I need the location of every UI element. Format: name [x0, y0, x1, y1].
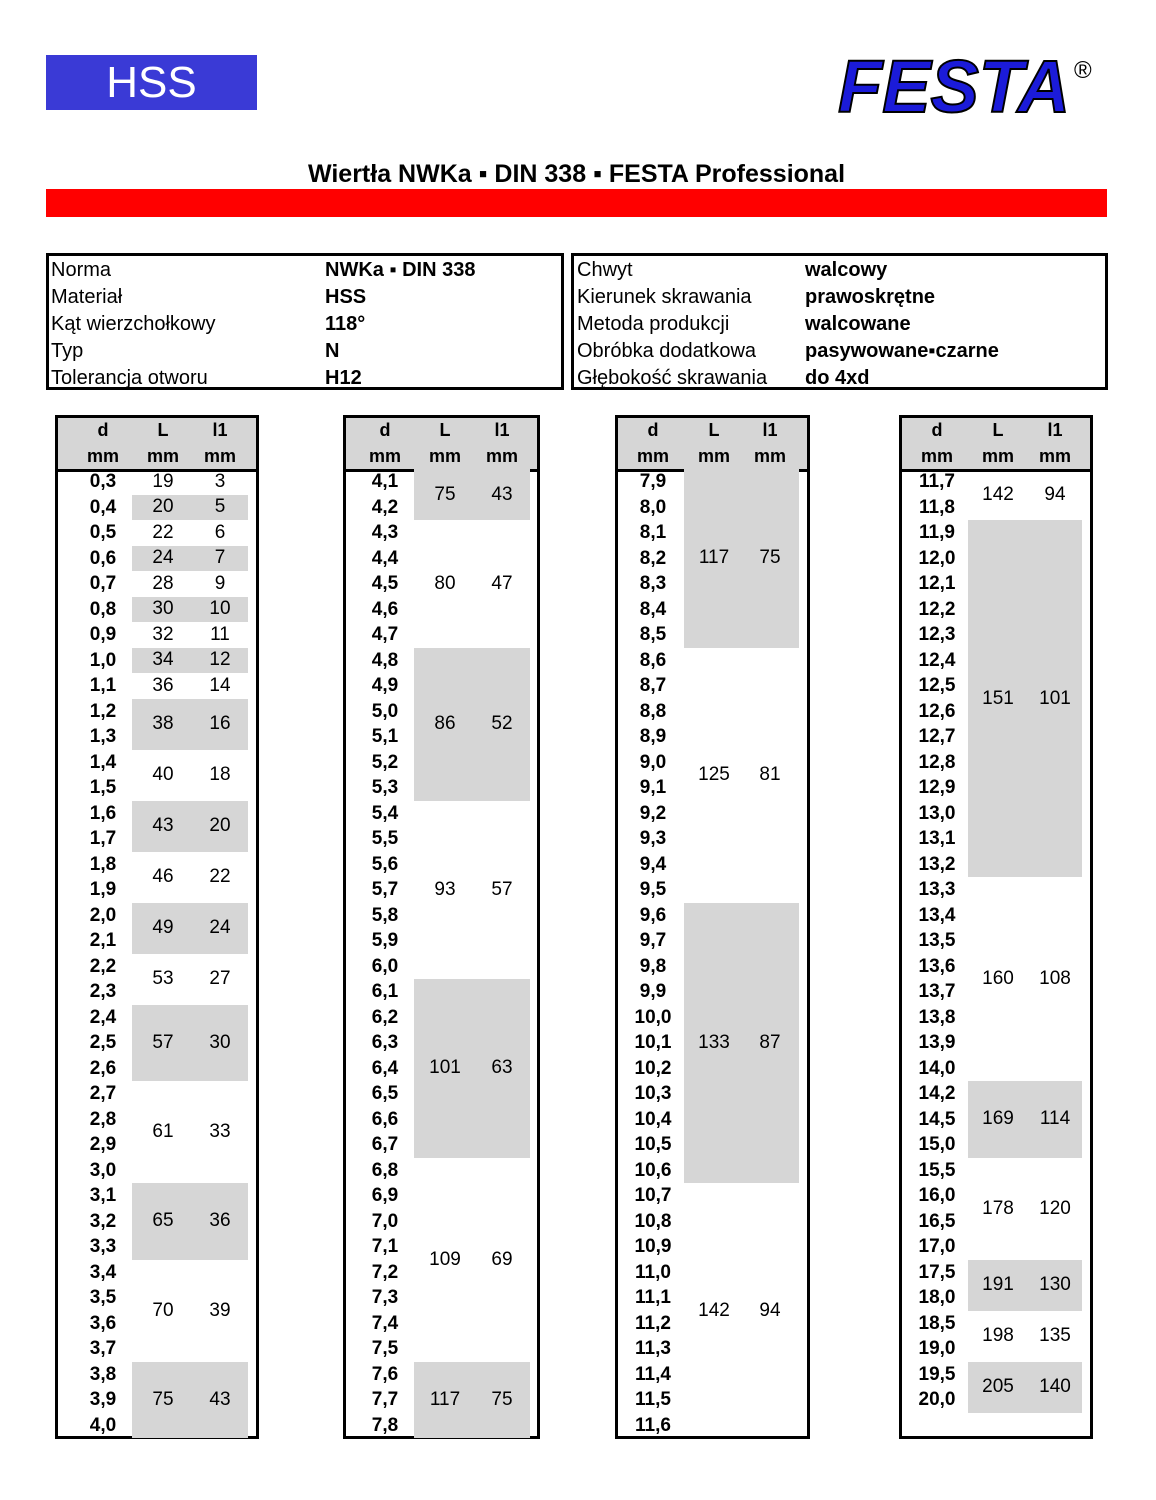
- diameter-value: 8,0: [639, 496, 667, 518]
- diameter-value: 7,7: [371, 1389, 399, 1410]
- diameter-value: 2,9: [89, 1134, 117, 1155]
- length-value: 57: [152, 1031, 174, 1053]
- column-unit: mm: [920, 446, 953, 466]
- diameter-value: 11,1: [635, 1287, 671, 1308]
- hss-badge: HSS: [46, 55, 257, 110]
- diameter-value: 9,3: [639, 828, 667, 849]
- diameter-value: 13,4: [918, 904, 956, 926]
- diameter-value: 1,5: [89, 777, 117, 798]
- diameter-value: 12,7: [918, 726, 956, 747]
- size-table-4: [899, 415, 1093, 1439]
- length-value: 40: [152, 764, 174, 785]
- flute-length-value: 130: [1039, 1274, 1071, 1295]
- diameter-value: 8,7: [639, 675, 667, 696]
- diameter-value: 5,4: [371, 802, 399, 824]
- page-title: Wiertła NWKa ▪ DIN 338 ▪ FESTA Professional: [307, 160, 846, 188]
- length-value: 117: [698, 547, 730, 569]
- spec-value: NWKa ▪ DIN 338: [325, 259, 476, 281]
- diameter-value: 1,4: [89, 751, 117, 773]
- diameter-value: 2,6: [89, 1057, 117, 1079]
- diameter-value: 3,3: [89, 1236, 117, 1257]
- diameter-value: 4,5: [371, 573, 399, 594]
- diameter-value: 10,4: [634, 1108, 672, 1130]
- diameter-value: 9,2: [639, 802, 667, 824]
- length-value: 169: [982, 1108, 1014, 1130]
- diameter-value: 12,8: [918, 751, 956, 773]
- column-unit: mm: [86, 446, 119, 466]
- spec-label: Kąt wierzchołkowy: [51, 313, 216, 335]
- diameter-value: 2,0: [89, 904, 117, 926]
- spec-label: Głębokość skrawania: [577, 367, 768, 389]
- length-value: 32: [152, 623, 174, 645]
- table-header: [618, 418, 807, 472]
- length-value: 117: [429, 1388, 461, 1410]
- length-value: 75: [434, 483, 456, 505]
- flute-length-value: 57: [491, 878, 513, 900]
- column-header-L: L: [157, 420, 169, 440]
- flute-length-value: 27: [209, 968, 231, 989]
- diameter-value: 13,0: [918, 802, 956, 824]
- spec-label: Chwyt: [577, 259, 633, 281]
- flute-length-value: 75: [759, 547, 781, 569]
- diameter-value: 3,7: [89, 1338, 117, 1359]
- diameter-value: 11,9: [919, 522, 955, 543]
- length-value: 160: [982, 968, 1014, 989]
- column-unit: mm: [368, 446, 401, 466]
- diameter-value: 11,2: [635, 1312, 671, 1334]
- length-value: 38: [152, 713, 174, 734]
- diameter-value: 9,6: [639, 904, 667, 926]
- diameter-value: 7,9: [639, 471, 667, 492]
- flute-length-value: 39: [209, 1299, 231, 1321]
- diameter-value: 14,0: [918, 1057, 956, 1079]
- flute-length-value: 47: [491, 572, 513, 594]
- diameter-value: 8,1: [639, 522, 667, 543]
- diameter-value: 6,1: [371, 981, 399, 1002]
- flute-length-value: 69: [491, 1248, 513, 1270]
- column-unit: mm: [753, 446, 786, 466]
- diameter-value: 8,5: [639, 624, 667, 645]
- diameter-value: 10,5: [634, 1134, 672, 1155]
- diameter-value: 10,2: [634, 1057, 672, 1079]
- flute-length-value: 12: [209, 649, 231, 671]
- diameter-value: 5,7: [371, 879, 399, 900]
- diameter-value: 6,5: [371, 1083, 399, 1104]
- diameter-value: 8,6: [639, 649, 667, 671]
- flute-length-value: 24: [209, 917, 231, 938]
- diameter-value: 9,0: [639, 751, 667, 773]
- column-unit: mm: [485, 446, 518, 466]
- diameter-value: 9,1: [639, 777, 667, 798]
- length-value: 36: [152, 674, 174, 696]
- diameter-value: 13,9: [918, 1032, 956, 1053]
- diameter-value: 7,6: [371, 1363, 399, 1385]
- flute-length-value: 101: [1039, 687, 1071, 709]
- size-table-1: [55, 415, 259, 1439]
- flute-length-value: 94: [1044, 483, 1066, 505]
- diameter-value: 2,5: [89, 1032, 117, 1053]
- diameter-value: 4,2: [371, 496, 399, 518]
- diameter-value: 7,3: [371, 1287, 399, 1308]
- diameter-value: 16,0: [918, 1185, 956, 1206]
- diameter-value: 11,6: [635, 1414, 671, 1436]
- flute-length-value: 30: [209, 1031, 231, 1053]
- diameter-value: 6,6: [371, 1108, 399, 1130]
- diameter-value: 8,2: [639, 547, 667, 569]
- length-value: 65: [152, 1210, 174, 1232]
- diameter-value: 5,2: [371, 751, 399, 773]
- diameter-value: 6,2: [371, 1006, 399, 1028]
- column-header-l1: l1: [212, 420, 228, 440]
- diameter-value: 6,9: [371, 1185, 399, 1206]
- flute-length-value: 52: [491, 713, 513, 734]
- diameter-value: 8,8: [639, 700, 667, 722]
- spec-label: Metoda produkcji: [577, 313, 730, 335]
- flute-length-value: 16: [209, 713, 231, 734]
- flute-length-value: 114: [1039, 1108, 1071, 1130]
- diameter-value: 11,0: [635, 1261, 671, 1283]
- flute-length-value: 22: [209, 866, 231, 887]
- flute-length-value: 7: [214, 547, 226, 569]
- diameter-value: 17,5: [918, 1261, 956, 1283]
- length-value: 46: [152, 866, 174, 887]
- diameter-value: 11,4: [635, 1363, 671, 1385]
- spec-box-right: [571, 253, 1108, 390]
- flute-length-value: 3: [214, 470, 226, 492]
- table-header: [58, 418, 256, 472]
- diameter-value: 15,0: [918, 1134, 956, 1155]
- diameter-value: 4,7: [371, 624, 399, 645]
- length-value: 30: [152, 598, 174, 620]
- spec-value: pasywowane▪czarne: [805, 340, 999, 362]
- diameter-value: 1,9: [89, 879, 117, 900]
- diameter-value: 5,5: [371, 828, 399, 849]
- diameter-value: 13,5: [918, 930, 956, 951]
- diameter-value: 5,9: [371, 930, 399, 951]
- diameter-value: 12,4: [918, 649, 956, 671]
- column-header-d: d: [647, 420, 659, 440]
- diameter-value: 10,6: [634, 1159, 672, 1181]
- column-header-d: d: [379, 420, 391, 440]
- diameter-value: 1,7: [89, 828, 117, 849]
- length-value: 24: [152, 547, 174, 569]
- diameter-value: 13,8: [918, 1006, 956, 1028]
- diameter-value: 6,3: [371, 1032, 399, 1053]
- diameter-value: 3,8: [89, 1363, 117, 1385]
- length-value: 191: [982, 1274, 1014, 1295]
- length-value: 70: [152, 1299, 174, 1321]
- diameter-value: 10,8: [634, 1210, 672, 1232]
- diameter-value: 9,9: [639, 981, 667, 1002]
- length-value: 101: [429, 1057, 461, 1079]
- flute-length-value: 10: [209, 598, 231, 620]
- length-value: 28: [152, 572, 174, 594]
- diameter-value: 3,9: [89, 1389, 117, 1410]
- spec-label: Obróbka dodatkowa: [577, 340, 757, 362]
- flute-length-value: 108: [1039, 968, 1071, 989]
- size-table-3: [615, 415, 810, 1439]
- length-value: 198: [982, 1325, 1014, 1346]
- column-header-l1: l1: [1047, 420, 1063, 440]
- diameter-value: 12,1: [918, 573, 956, 594]
- spec-value: 118°: [325, 313, 366, 335]
- spec-label: Tolerancja otworu: [51, 367, 208, 389]
- diameter-value: 13,3: [918, 879, 956, 900]
- diameter-value: 0,5: [89, 522, 117, 543]
- length-value: 19: [152, 470, 174, 492]
- diameter-value: 3,0: [89, 1159, 117, 1181]
- diameter-value: 9,4: [639, 853, 667, 875]
- diameter-value: 12,5: [918, 675, 956, 696]
- diameter-value: 4,4: [371, 547, 399, 569]
- diameter-value: 10,1: [634, 1032, 672, 1053]
- column-unit: mm: [636, 446, 669, 466]
- festa-logo: [838, 50, 1100, 125]
- diameter-value: 1,2: [89, 700, 117, 722]
- spec-value: walcowy: [805, 259, 888, 281]
- diameter-value: 16,5: [918, 1210, 956, 1232]
- length-value: 61: [152, 1121, 174, 1142]
- diameter-value: 1,8: [89, 853, 117, 875]
- diameter-value: 2,3: [89, 981, 117, 1002]
- length-value: 93: [434, 878, 456, 900]
- diameter-value: 10,9: [634, 1236, 672, 1257]
- diameter-value: 14,2: [918, 1083, 956, 1104]
- column-header-L: L: [708, 420, 720, 440]
- diameter-value: 2,8: [89, 1108, 117, 1130]
- length-value: 53: [152, 968, 174, 989]
- length-value: 20: [152, 496, 174, 518]
- flute-length-value: 33: [209, 1121, 231, 1142]
- diameter-value: 3,1: [89, 1185, 117, 1206]
- diameter-value: 4,1: [371, 471, 399, 492]
- diameter-value: 9,7: [639, 930, 667, 951]
- spec-value: prawoskrętne: [805, 286, 936, 308]
- diameter-value: 12,3: [918, 624, 956, 645]
- diameter-value: 3,4: [89, 1261, 117, 1283]
- diameter-value: 12,6: [918, 700, 956, 722]
- diameter-value: 3,2: [89, 1210, 117, 1232]
- diameter-value: 13,7: [918, 981, 956, 1002]
- diameter-value: 17,0: [918, 1236, 956, 1257]
- diameter-value: 11,5: [635, 1389, 671, 1410]
- flute-length-value: 43: [209, 1388, 231, 1410]
- diameter-value: 12,9: [918, 777, 956, 798]
- diameter-value: 6,8: [371, 1159, 399, 1181]
- flute-length-value: 9: [214, 572, 226, 594]
- spec-value: walcowane: [805, 313, 911, 335]
- column-unit: mm: [697, 446, 730, 466]
- diameter-value: 4,6: [371, 598, 399, 620]
- diameter-value: 1,6: [89, 802, 117, 824]
- diameter-value: 3,6: [89, 1312, 117, 1334]
- diameter-value: 5,1: [371, 726, 399, 747]
- length-value: 34: [152, 649, 174, 671]
- diameter-value: 12,2: [918, 598, 956, 620]
- spec-value: HSS: [325, 286, 367, 308]
- table-header: [346, 418, 537, 472]
- flute-length-value: 87: [759, 1031, 781, 1053]
- column-unit: mm: [428, 446, 461, 466]
- flute-length-value: 63: [491, 1057, 513, 1079]
- diameter-value: 13,2: [918, 853, 956, 875]
- flute-length-value: 43: [491, 483, 513, 505]
- diameter-value: 10,7: [634, 1185, 672, 1206]
- spec-value: N: [325, 340, 340, 362]
- spec-box-left: [46, 253, 564, 390]
- spec-label: Materiał: [51, 286, 123, 308]
- diameter-value: 0,7: [89, 573, 117, 594]
- size-table-2: [343, 415, 540, 1439]
- diameter-value: 0,9: [89, 624, 117, 645]
- diameter-value: 1,1: [89, 675, 117, 696]
- diameter-value: 2,4: [89, 1006, 117, 1028]
- diameter-value: 8,3: [639, 573, 667, 594]
- flute-length-value: 140: [1039, 1376, 1071, 1397]
- spec-label: Kierunek skrawania: [577, 286, 752, 308]
- length-value: 49: [152, 917, 174, 938]
- flute-length-value: 94: [759, 1299, 781, 1321]
- column-unit: mm: [1038, 446, 1071, 466]
- diameter-value: 2,1: [89, 930, 117, 951]
- diameter-value: 6,4: [371, 1057, 399, 1079]
- column-unit: mm: [146, 446, 179, 466]
- flute-length-value: 20: [209, 815, 231, 836]
- diameter-value: 5,6: [371, 853, 399, 875]
- diameter-value: 0,3: [89, 471, 117, 492]
- spec-value: do 4xd: [805, 367, 870, 389]
- column-header-l1: l1: [762, 420, 778, 440]
- length-value: 125: [698, 764, 730, 785]
- flute-length-value: 18: [209, 764, 231, 785]
- length-value: 109: [429, 1248, 461, 1270]
- diameter-value: 3,5: [89, 1287, 117, 1308]
- diameter-value: 0,8: [89, 598, 117, 620]
- diameter-value: 11,7: [919, 471, 955, 492]
- column-unit: mm: [203, 446, 236, 466]
- flute-length-value: 5: [214, 496, 226, 518]
- diameter-value: 1,3: [89, 726, 117, 747]
- length-value: 43: [152, 815, 174, 836]
- diameter-value: 13,1: [918, 828, 956, 849]
- length-value: 80: [434, 572, 456, 594]
- diameter-value: 18,5: [918, 1312, 956, 1334]
- diameter-value: 19,0: [918, 1338, 956, 1359]
- diameter-value: 7,0: [371, 1210, 399, 1232]
- diameter-value: 0,4: [89, 496, 117, 518]
- diameter-value: 4,3: [371, 522, 399, 543]
- diameter-value: 19,5: [918, 1363, 956, 1385]
- diameter-value: 7,5: [371, 1338, 399, 1359]
- spec-label: Norma: [51, 259, 112, 281]
- column-header-L: L: [992, 420, 1004, 440]
- diameter-value: 13,6: [918, 955, 956, 977]
- diameter-value: 18,0: [918, 1287, 956, 1308]
- diameter-value: 4,9: [371, 675, 399, 696]
- flute-length-value: 75: [491, 1388, 513, 1410]
- diameter-value: 7,1: [371, 1236, 399, 1257]
- length-value: 151: [982, 687, 1014, 709]
- flute-length-value: 36: [209, 1210, 231, 1232]
- length-value: 22: [152, 521, 174, 543]
- column-header-d: d: [931, 420, 943, 440]
- diameter-value: 8,4: [639, 598, 667, 620]
- logo-text: FESTA: [838, 50, 1070, 125]
- length-value: 86: [434, 713, 456, 734]
- diameter-value: 7,2: [371, 1261, 399, 1283]
- diameter-value: 9,5: [639, 879, 667, 900]
- diameter-value: 4,0: [89, 1414, 117, 1436]
- diameter-value: 15,5: [918, 1159, 956, 1181]
- diameter-value: 5,0: [371, 700, 399, 722]
- length-value: 178: [982, 1197, 1014, 1219]
- diameter-value: 6,7: [371, 1134, 399, 1155]
- diameter-value: 14,5: [918, 1108, 956, 1130]
- diameter-value: 7,8: [371, 1414, 399, 1436]
- diameter-value: 11,8: [919, 496, 955, 518]
- flute-length-value: 6: [214, 521, 226, 543]
- column-header-l1: l1: [494, 420, 510, 440]
- length-value: 75: [152, 1388, 174, 1410]
- spec-label: Typ: [51, 340, 84, 362]
- diameter-value: 7,4: [371, 1312, 399, 1334]
- diameter-value: 2,2: [89, 955, 117, 977]
- length-value: 205: [982, 1376, 1014, 1397]
- accent-bar: [46, 189, 1107, 217]
- diameter-value: 10,0: [634, 1006, 672, 1028]
- length-value: 142: [982, 483, 1014, 505]
- diameter-value: 12,0: [918, 547, 956, 569]
- table-header: [902, 418, 1090, 472]
- diameter-value: 20,0: [918, 1389, 956, 1410]
- flute-length-value: 135: [1039, 1325, 1071, 1346]
- flute-length-value: 11: [210, 623, 230, 645]
- column-header-L: L: [439, 420, 451, 440]
- flute-length-value: 81: [759, 764, 781, 785]
- length-value: 133: [698, 1031, 730, 1053]
- diameter-value: 2,7: [89, 1083, 117, 1104]
- flute-length-value: 120: [1039, 1197, 1071, 1219]
- column-header-d: d: [97, 420, 109, 440]
- diameter-value: 4,8: [371, 649, 399, 671]
- diameter-value: 1,0: [89, 649, 117, 671]
- diameter-value: 0,6: [89, 547, 117, 569]
- flute-length-value: 14: [209, 674, 231, 696]
- diameter-value: 6,0: [371, 955, 399, 977]
- registered-mark: ®: [1074, 57, 1092, 84]
- diameter-value: 11,3: [635, 1338, 671, 1359]
- diameter-value: 9,8: [639, 955, 667, 977]
- length-value: 142: [698, 1299, 730, 1321]
- spec-value: H12: [325, 367, 362, 389]
- column-unit: mm: [981, 446, 1014, 466]
- diameter-value: 5,3: [371, 777, 399, 798]
- diameter-value: 10,3: [634, 1083, 672, 1104]
- diameter-value: 8,9: [639, 726, 667, 747]
- diameter-value: 5,8: [371, 904, 399, 926]
